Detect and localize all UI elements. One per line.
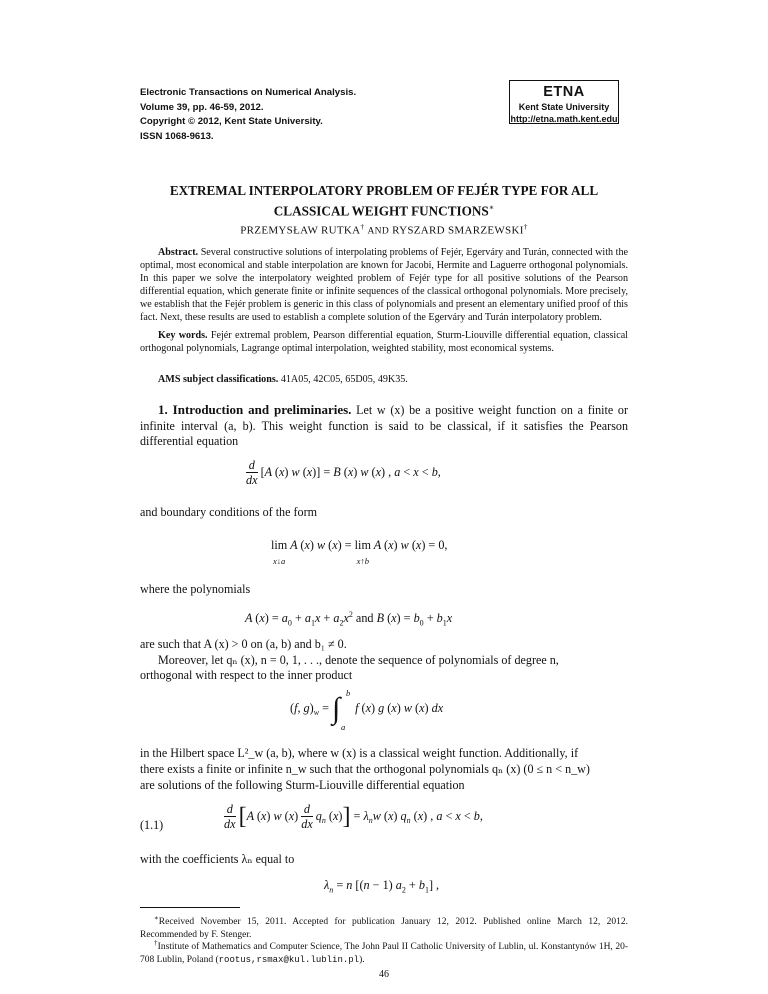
lambda-equation: $\lambda_n = n$ [(n − 1) $a_2 + b_1$] , [324,878,440,895]
footnote-1-mark: ∗ [154,914,159,922]
title-line-2: CLASSICAL WEIGHT FUNCTIONS [273,203,489,219]
footnote-rule [140,907,240,908]
journal-info [140,86,356,144]
footnote-1-text: Received November 15, 2011. Accepted for publication January 12, 2012. Published online March 12, 2012. Recommended by F. Stenger. [140,917,628,940]
etna-university: Kent State University [518,102,610,112]
text-where: where the polynomials [140,582,251,596]
abstract [140,247,628,324]
intro-text: Let w (x) be a positive weight function on a finite or infinite interval (a, b). This weight function is said to be classical, if it satisfies the Pearson differential equation [140,403,629,449]
pearson-equation: $\frac{d}{dx}$ [A (x) w (x)] = B (x) w (x) , a < x < b, [246,458,441,487]
footnote-2-end: ). [359,954,365,965]
journal-name: Electronic Transactions on Numerical Analysis. [140,87,357,98]
abstract-label: Abstract. [158,247,199,258]
author-1-mark: † [360,222,365,231]
page-number: 46 [379,969,389,980]
footnote-affiliation [140,937,628,966]
etna-title: ETNA [543,84,585,100]
text-such-that: are such that A (x) > 0 on (a, b) and b₁ ≠ 0. [140,637,347,651]
paper-title [110,182,658,219]
abstract-text: Several constructive solutions of interpolating problems of Fejér, Egerváry and Turán, connected with the optimal, most economical and stable interpolation are known for Jacobi, Hermite and Laguerre orthogonal polynomials. In this paper we solve the interpolatory weighted problem of Fejér type for all positive solutions of the Pearson differential equation, which generate finite or infinite sequences of the classical orthogonal polynomials. More precisely, we establish that the Fejér problem is generic in this class of polynomials and present an elementary unified proof of this fact. Next, these results are used to establish a complete solution of the Egerváry and Turán interpolatory problem. [140,247,629,323]
footnote-2-mark: † [154,939,158,947]
text-coefficients: with the coefficients λₙ equal to [140,852,295,866]
ams-classifications [158,374,408,387]
title-line-1: EXTREMAL INTERPOLATORY PROBLEM OF FEJÉR TYPE FOR ALL [169,183,599,198]
author-2: RYSZARD SMARZEWSKI [392,224,524,237]
author-2-mark: † [523,222,528,231]
author-and: AND [367,226,389,237]
polynomials-equation: A $(x) = a_0 + a_1x + a_2x^2$ and B $(x) = b_0 + b_1x$ [245,610,453,628]
ams-label: AMS subject classifications. [158,374,279,385]
text-boundary: and boundary conditions of the form [140,505,318,519]
keywords-label: Key words. [158,330,208,341]
text-hilbert-2: there exists a finite or infinite n_w such that the orthogonal polynomials qₙ (x) (0 ≤ n < n_w) [140,762,590,776]
text-moreover-2: orthogonal with respect to the inner product [140,668,353,682]
journal-issn: ISSN 1068-9613. [140,130,214,142]
ams-text: 41A05, 42C05, 65D05, 49K35. [280,374,408,385]
text-hilbert-3: are solutions of the following Sturm-Liouville differential equation [140,778,465,792]
inner-product-equation: (f, $g)_w$ = ∫ b a f (x) g (x) w (x) dx [290,688,444,732]
equation-number: (1.1) [140,818,164,832]
etna-url[interactable]: http://etna.math.kent.edu [510,113,618,124]
text-moreover-1: Moreover, let qₙ (x), n = 0, 1, . . ., denote the sequence of polynomials of degree n, [158,653,559,667]
section-heading: 1. Introduction and preliminaries. [158,402,352,417]
intro-paragraph [140,402,628,450]
title-footnote-mark: ∗ [488,203,495,212]
journal-volume: Volume 39, pp. 46-59, 2012. [140,101,264,113]
author-line [110,222,658,237]
etna-logo-box [509,80,619,124]
keywords [140,330,628,356]
author-email[interactable]: rootus,rsmax@kul.lublin.pl [218,954,360,965]
author-1: PRZEMYSŁAW RUTKA [240,224,361,237]
keywords-text: Fejér extremal problem, Pearson differential equation, Sturm-Liouville differential equation, classical orthogonal polynomials, Lagrange optimal interpolation, weighted stability, most economical systems. [140,330,628,354]
journal-copyright: Copyright © 2012, Kent State University. [140,116,323,128]
text-hilbert-1: in the Hilbert space L²_w (a, b), where w (x) is a classical weight function. Additionally, if [140,746,579,760]
footnote-2-text: Institute of Mathematics and Computer Science, The John Paul II Catholic University of Lublin, ul. Konstantynów 1H, 20-708 Lublin, Poland ( [140,942,629,965]
sturm-liouville-equation: $\frac{d}{dx}$ [A (x) w (x) $\frac{d}{dx}$ $q_n$ $(x)] = \lambda_nw$ (x) $q_n$ (x) , a < x < b, [224,802,483,831]
boundary-condition: lim x↓a A (x) w (x) = lim x↑b A (x) w (x) = 0, [271,538,448,566]
